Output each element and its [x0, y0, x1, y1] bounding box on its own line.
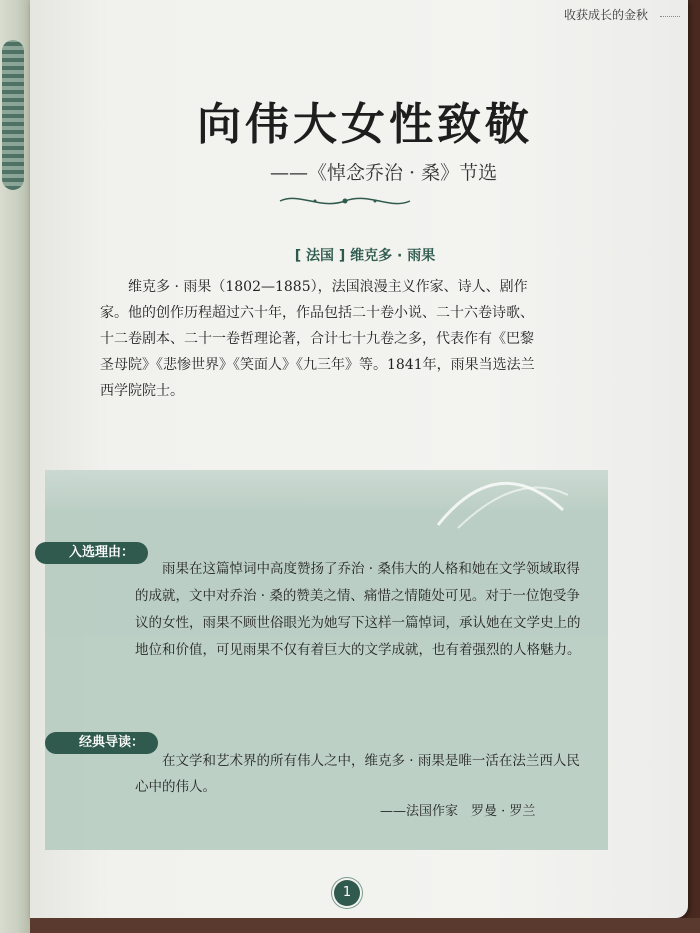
article-subtitle: ——《悼念乔治 · 桑》节选	[270, 162, 498, 184]
article-title: 向伟大女性致敬	[197, 99, 533, 150]
guide-source: ——法国作家 罗曼 · 罗兰	[380, 804, 536, 819]
page-bottom-edge	[30, 918, 700, 933]
panel-arc-decoration	[428, 470, 568, 530]
running-header: 收获成长的金秋	[563, 8, 648, 22]
flourish-ornament	[275, 192, 415, 210]
header-dotted-rule	[660, 16, 680, 18]
author-tag: [ 法国 ] 维克多 · 雨果	[294, 248, 436, 264]
page-number: 1	[334, 880, 360, 906]
guide-text: 在文学和艺术界的所有伟人之中，维克多 · 雨果是唯一活在法兰西人民心中的伟人。	[135, 753, 580, 795]
reason-label-badge: 入选理由：	[35, 542, 148, 564]
guide-label-badge: 经典导读：	[45, 732, 158, 754]
reason-text: 雨果在这篇悼词中高度赞扬了乔治 · 桑伟大的人格和她在文学领域取得的成就，文中对乔治 · 桑的赞美之情、痛惜之情随处可见。对于一位饱受争议的女性，雨果不顾世俗眼光为她写下这样一篇悼词，承认她在文学史上的地位和价值，可见雨果不仅有着巨大的文学成就，也有着强烈的人格魅力。	[135, 561, 581, 658]
author-bio: 维克多 · 雨果（1802—1885），法国浪漫主义作家、诗人、剧作家。他的创作历程超过六十年，作品包括二十卷小说、二十六卷诗歌、十二卷剧本、二十一卷哲理论著，合计七十九卷之多，代表作有《巴黎圣母院》《悲惨世界》《笑面人》《九三年》等。1841年，雨果当选法兰西学院院士。	[100, 279, 535, 399]
